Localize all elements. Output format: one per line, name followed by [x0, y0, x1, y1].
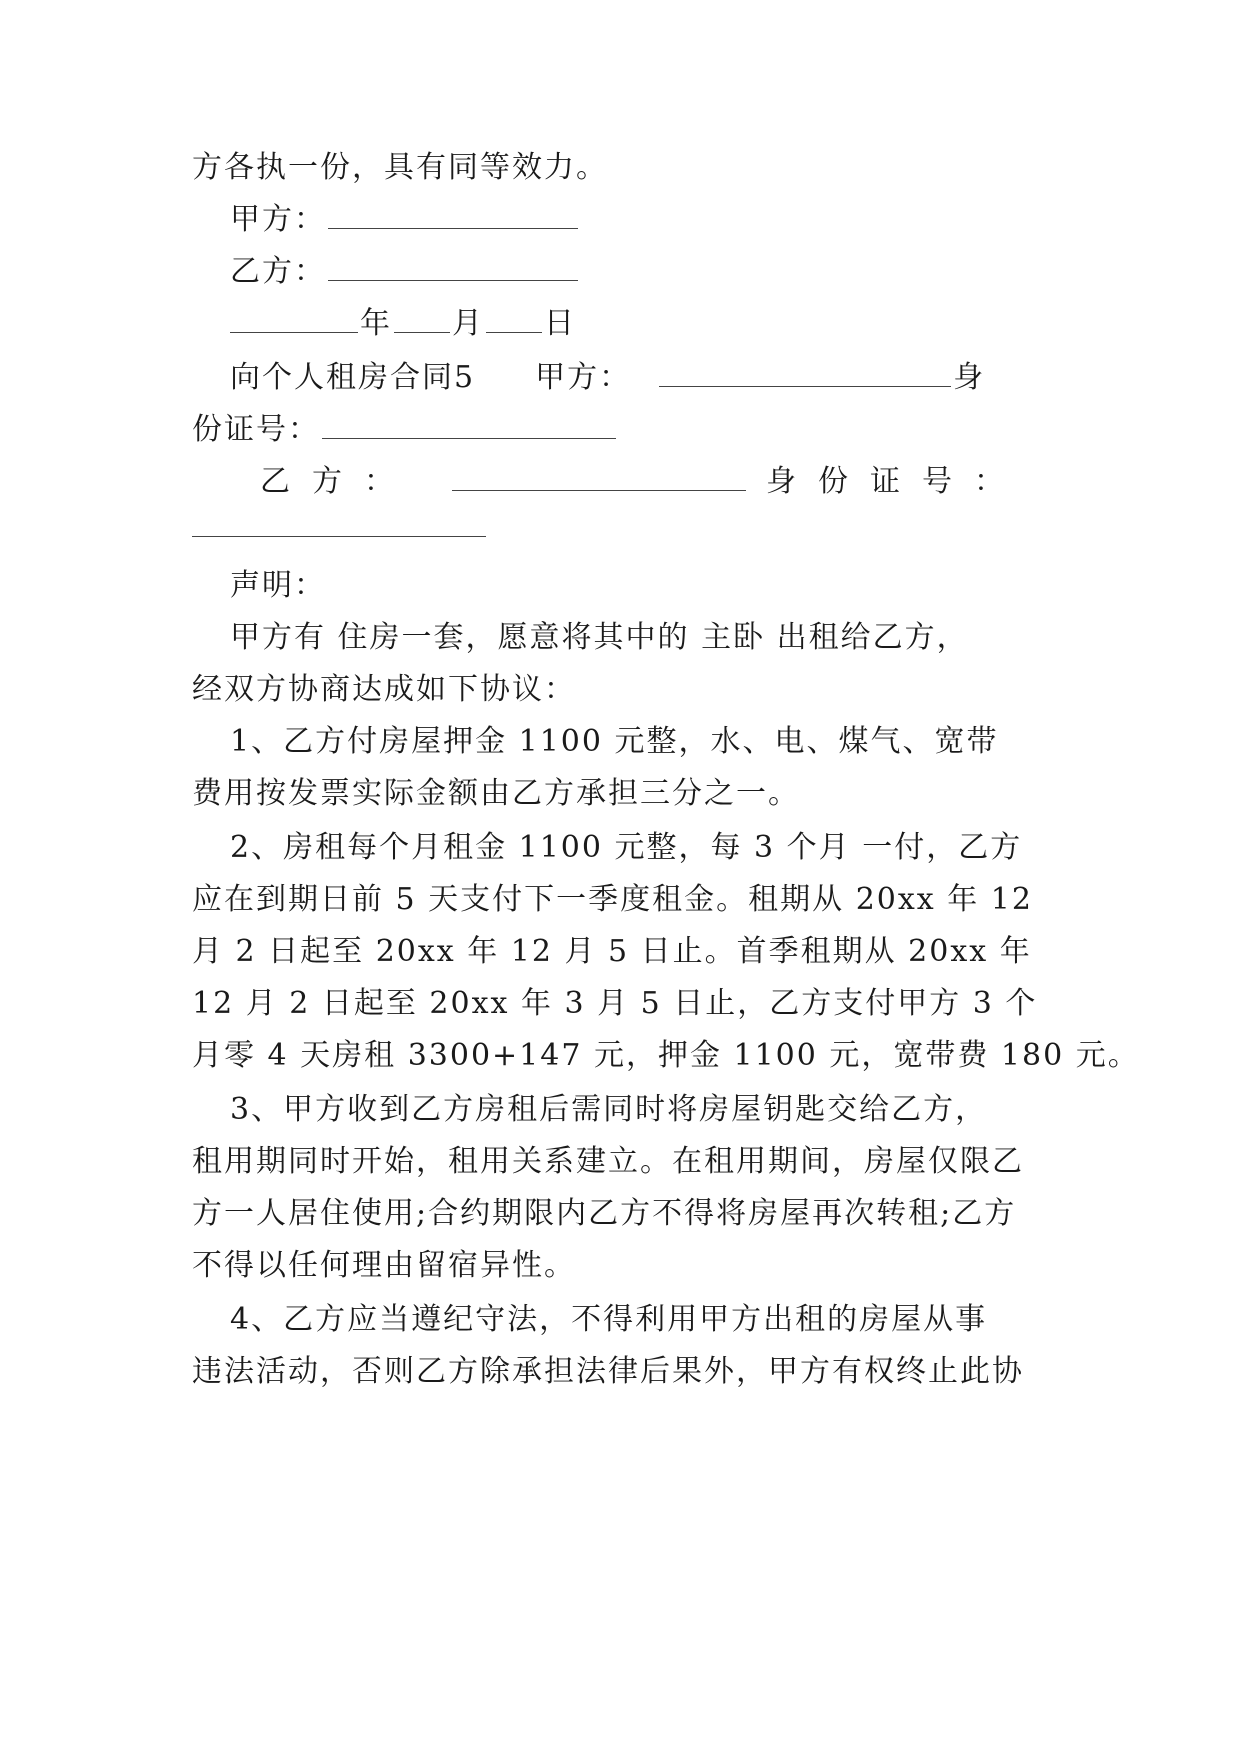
- clause-3-line-4: 不得以任何理由留宿异性。: [192, 1248, 576, 1283]
- id-label-end: 份证号：: [192, 412, 320, 447]
- clause-4-line-2: 违法活动，否则乙方除承担法律后果外，甲方有权终止此协: [192, 1354, 1024, 1389]
- clause-3-line-2: 租用期同时开始，租用关系建立。在租用期间，房屋仅限乙: [192, 1144, 1024, 1179]
- clause-3-line-1: 3、甲方收到乙方房租后需同时将房屋钥匙交给乙方，: [230, 1092, 988, 1127]
- signature-party-b: [230, 250, 1090, 294]
- party-b-label-2: 乙方：: [260, 464, 416, 499]
- day-blank: [486, 304, 542, 333]
- line-closing: 方各执一份，具有同等效力。: [192, 150, 608, 185]
- clause-2-line-1: 2、房租每个月租金 1100 元整，每 3 个月 一付，乙方: [230, 830, 1023, 865]
- month-blank: [394, 304, 450, 333]
- party-b-id-label: 身份证号：: [766, 464, 1026, 499]
- party-a-label-2: 甲方：: [535, 360, 632, 395]
- party-b-blank: [328, 252, 578, 281]
- clause-2-line-4: 12 月 2 日起至 20xx 年 3 月 5 日止，乙方支付甲方 3 个: [192, 986, 1038, 1021]
- party-b-label: 乙方：: [230, 254, 326, 289]
- para-intro-line-1: 甲方有 住房一套，愿意将其中的 主卧 出租给乙方，: [230, 620, 969, 655]
- clause-1-line-1: 1、乙方付房屋押金 1100 元整，水、电、煤气、宽带: [230, 724, 999, 759]
- clause-3-line-3: 方一人居住使用;合约期限内乙方不得将房屋再次转租;乙方: [192, 1196, 1017, 1231]
- clause-2-line-2: 应在到期日前 5 天支付下一季度租金。租期从 20xx 年 12: [192, 882, 1033, 917]
- clause-2-line-5: 月零 4 天房租 3300+147 元，押金 1100 元，宽带费 180 元。: [192, 1038, 1140, 1073]
- party-a-id-blank: [322, 410, 616, 439]
- party-b-id-blank: [192, 508, 486, 537]
- clause-2-line-3: 月 2 日起至 20xx 年 12 月 5 日止。首季租期从 20xx 年: [192, 934, 1032, 969]
- party-b-id-line: [260, 460, 1052, 504]
- declaration-heading: 声明：: [230, 568, 326, 603]
- party-b-name-blank: [452, 462, 746, 491]
- para-intro-line-2: 经双方协商达成如下协议：: [192, 672, 576, 707]
- signature-party-a: [230, 198, 1090, 242]
- clause-1-line-2: 费用按发票实际金额由乙方承担三分之一。: [192, 776, 800, 811]
- day-label: 日: [544, 306, 576, 341]
- party-a-label: 甲方：: [230, 202, 326, 237]
- party-a-name-blank: [659, 358, 951, 387]
- signature-date: [230, 302, 1090, 346]
- year-label: 年: [360, 306, 392, 341]
- party-a-blank: [328, 200, 578, 229]
- party-b-id-blank-line: [192, 506, 1052, 550]
- year-blank: [230, 304, 358, 333]
- contract-title: 向个人租房合同5: [230, 360, 476, 395]
- contract-header-line: [230, 356, 1052, 400]
- id-label-start: 身: [953, 360, 986, 395]
- clause-4-line-1: 4、乙方应当遵纪守法，不得利用甲方出租的房屋从事: [230, 1302, 988, 1337]
- id-line-a: [192, 408, 1052, 452]
- month-label: 月: [452, 306, 484, 341]
